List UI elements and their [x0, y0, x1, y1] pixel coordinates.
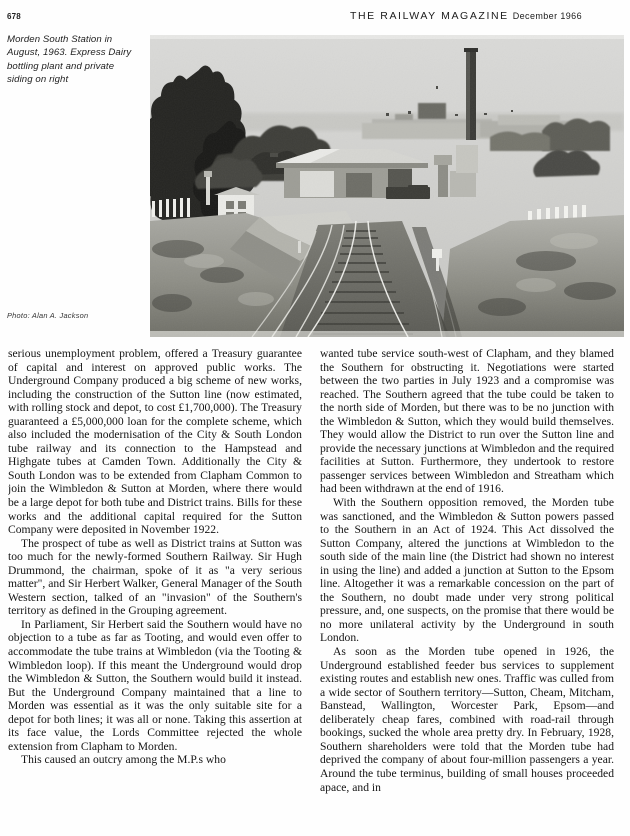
paragraph: This caused an outcry among the M.P.s who [21, 753, 226, 767]
running-head [0, 10, 630, 26]
column-right [320, 347, 614, 835]
article-body [8, 347, 622, 835]
column-left [8, 347, 302, 835]
paragraph: wanted tube service south-west of Clapham, and they blamed the Southern for obstructing it. Negotiations were started between the two parties in July 1923 and a compromise was reached. The Southern agreed that the tube could be taken to the north side of Morden, but there was to be no junction with the Wimbledon & Sutton, which they would build themselves. They would allow the District to run over the Sutton line and provide the necessary junctions at Wimbledon and the required facilities at Sutton. Furthermore, they undertook to restore passenger services between Wimbledon and Streatham which had been withdrawn at the end of 1916. [320, 347, 614, 496]
figure-caption: Morden South Station in August, 1963. Express Dairy bottling plant and private siding on right [7, 34, 132, 85]
paragraph: With the Southern opposition removed, the Morden tube was sanctioned, and the Wimbledon & Sutton powers passed to the Southern in an Act of 1924. This Act dissolved the Sutton Company, altered the junctions at Wimbledon to the south side of the main line (the District had shown no interest in using the line) and added a junction at Sutton to the Epsom line. Altogether it was a remarkable concession on the part of the Southern, no doubt made under very strong political pressure, and, one suspects, on the promise that there would be no more unilateral activity by the Underground in south London. [320, 496, 614, 645]
paragraph: As soon as the Morden tube opened in 1926, the Underground established feeder bus services to supplement existing routes and establish new ones. Traffic was culled from a wide sector of Southern territory—Sutton, Cheam, Mitcham, Banstead, Wallington, Worcester Park, Epsom—and deliberately cheap fares, combined with road-rail through bookings, sucked the whole area pretty dry. In February, 1928, Southern shareholders were told that the Morden tube had deprived the company of about four-million passengers a year. Around the tube terminus, building of small houses proceeded apace, and in [320, 645, 614, 794]
morden-south-station-photograph [150, 35, 624, 337]
page-number: 678 [7, 12, 21, 21]
masthead-title: THE RAILWAY MAGAZINE [349, 10, 509, 22]
paragraph: serious unemployment problem, offered a Treasury guarantee of capital and interest on approved public works. The Underground Company produced a big scheme of new works, including the construction of the Sutton line (now estimated, with rolling stock and depot, to cost £1,700,000). The Treasury guaranteed a £5,000,000 loan for the complete scheme, which also included the modernisation of the City & South London tube railway and its connection to the Hampstead and Highgate tubes at Camden Town. Additionally the City & South London was to be extended from Clapham Common to join the Wimbledon & Sutton at Morden, where there would be a large depot for both tube and District trains. Bills for these works and the additional capital required for the Sutton Company were deposited in November 1922. [8, 347, 302, 537]
masthead-issue: December 1966 [512, 11, 582, 21]
figure-credit: Photo: Alan A. Jackson [7, 311, 89, 320]
masthead [350, 10, 582, 22]
paragraph: In Parliament, Sir Herbert said the Southern would have no objection to a tube as far as Tooting, and would even offer to accommodate the tube trains at Wimbledon (via the Tooting & Wimbledon loop). If this meant the Underground would drop the Wimbledon & Sutton, the Southern would build it instead. But the Underground Company maintained that a line to Morden was essential as it was the only suitable site for a depot for both lines; it was all or none. Taking this assertion at its face value, the Lords Committee rejected the whole extension from Clapham to Morden. [8, 617, 302, 753]
paragraph: The prospect of tube as well as District trains at Sutton was too much for the newly-formed Southern Railway. Sir Hugh Drummond, the chairman, spoke of it as "a very serious matter", and Sir Herbert Walker, General Manager of the South Western section, talked of an "invasion" of the Southern's territory as defined in the Grouping agreement. [8, 536, 302, 618]
